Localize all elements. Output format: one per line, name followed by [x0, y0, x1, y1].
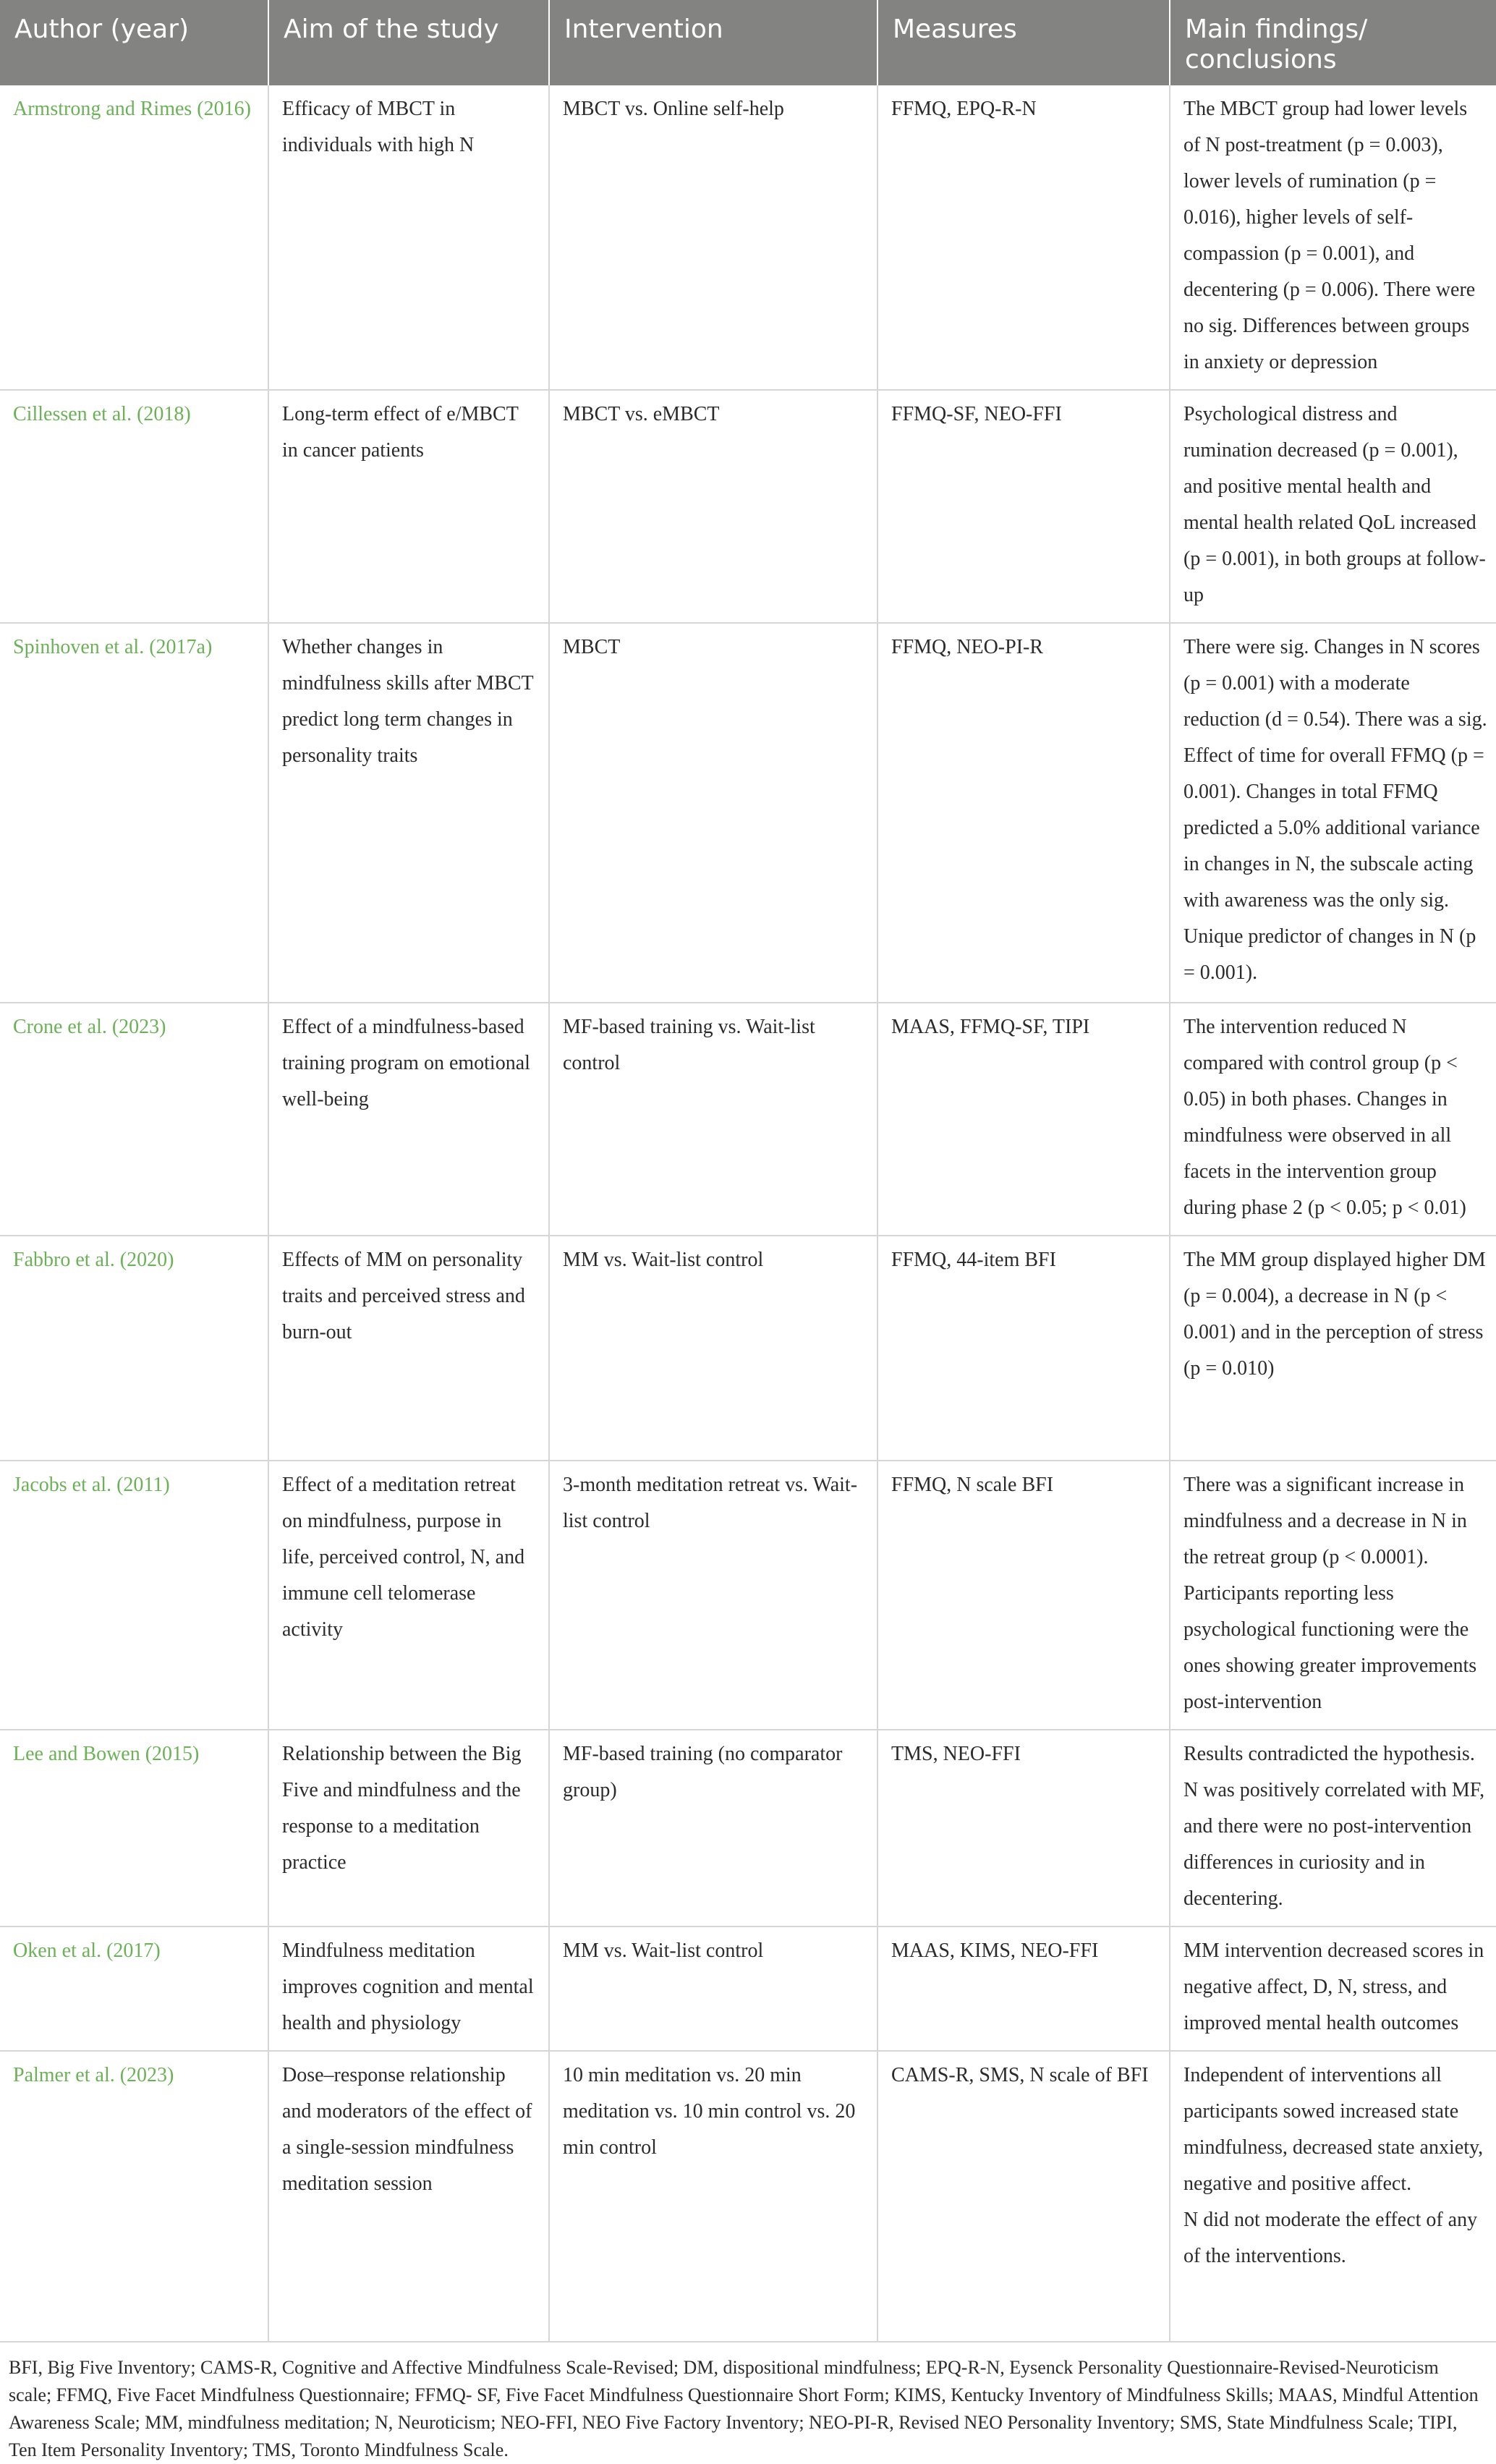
intervention-cell: 10 min meditation vs. 20 min meditation vs. 10 min control vs. 20 min control	[549, 2051, 877, 2342]
header-aim: Aim of the study	[268, 0, 549, 85]
intervention-cell: MF-based training (no comparator group)	[549, 1730, 877, 1926]
table-row	[0, 2051, 1496, 2342]
findings-text: There were sig. Changes in N scores (p = 0.001) with a moderate reduction (d = 0.54). There was a sig. Effect of time for overall FFMQ (p = 0.001). Changes in total FFMQ predicted a 5.0% additional variance in changes in N, the subscale acting with awareness was the only sig. Unique predictor of changes in N (p = 0.001).	[1183, 636, 1487, 984]
measures-cell: MAAS, FFMQ-SF, TIPI	[877, 1003, 1170, 1236]
findings-cell	[1170, 1730, 1496, 1926]
findings-text: Results contradicted the hypothesis. N was positively correlated with MF, and there were no post-intervention differences in curiosity and in decentering.	[1183, 1743, 1485, 1910]
measures-cell: CAMS-R, SMS, N scale of BFI	[877, 2051, 1170, 2342]
table-body	[0, 85, 1496, 2342]
table-row	[0, 1926, 1496, 2051]
intervention-cell: 3-month meditation retreat vs. Wait-list control	[549, 1461, 877, 1730]
findings-cell	[1170, 1003, 1496, 1236]
findings-cell	[1170, 1461, 1496, 1730]
aim-cell: Long-term effect of e/MBCT in cancer patients	[268, 390, 549, 623]
author-cell[interactable]: Jacobs et al. (2011)	[0, 1461, 268, 1730]
table-row	[0, 1003, 1496, 1236]
aim-cell: Relationship between the Big Five and mindfulness and the response to a meditation practice	[268, 1730, 549, 1926]
table-footnote: BFI, Big Five Inventory; CAMS-R, Cognitive and Affective Mindfulness Scale-Revised; DM, dispositional mindfulness; EPQ-R-N, Eysenck Personality Questionnaire-Revised-Neuroticism scale; FFMQ, Five Facet Mindfulness Questionnaire; FFMQ- SF, Five Facet Mindfulness Questionnaire Short Form; KIMS, Kentucky Inventory of Mindfulness Skills; MAAS, Mindful Attention Awareness Scale; MM, mindfulness meditation; N, Neuroticism; NEO-FFI, NEO Five Factory Inventory; NEO-PI-R, Revised NEO Personality Inventory; SMS, State Mindfulness Scale; TIPI, Ten Item Personality Inventory; TMS, Toronto Mindfulness Scale.	[9, 2357, 1479, 2460]
author-cell[interactable]: Fabbro et al. (2020)	[0, 1236, 268, 1461]
intervention-cell: MM vs. Wait-list control	[549, 1236, 877, 1461]
author-cell[interactable]: Oken et al. (2017)	[0, 1926, 268, 2051]
table-row	[0, 1730, 1496, 1926]
measures-cell: FFMQ, 44-item BFI	[877, 1236, 1170, 1461]
author-cell[interactable]: Lee and Bowen (2015)	[0, 1730, 268, 1926]
findings-text: N did not moderate the effect of any of the interventions.	[1183, 2209, 1478, 2267]
findings-cell	[1170, 623, 1496, 1003]
aim-cell: Dose–response relationship and moderators of the effect of a single-session mindfulness meditation session	[268, 2051, 549, 2342]
findings-text: The intervention reduced N compared with control group (p < 0.05) in both phases. Changes in mindfulness were observed in all facets in the intervention group during phase 2 (p < 0.05; p < 0.01)	[1183, 1016, 1466, 1219]
findings-text: MM intervention decreased scores in negative affect, D, N, stress, and improved mental health outcomes	[1183, 1940, 1484, 2034]
findings-text: There was a significant increase in mindfulness and a decrease in N in the retreat group (p < 0.0001). Participants reporting less psychological functioning were the ones showing greater improvements post-intervention	[1183, 1474, 1477, 1713]
measures-cell: FFMQ, N scale BFI	[877, 1461, 1170, 1730]
header-row	[0, 0, 1496, 85]
intervention-cell: MBCT	[549, 623, 877, 1003]
findings-cell	[1170, 390, 1496, 623]
intervention-cell: MF-based training vs. Wait-list control	[549, 1003, 877, 1236]
findings-cell	[1170, 85, 1496, 390]
measures-cell: TMS, NEO-FFI	[877, 1730, 1170, 1926]
measures-cell: MAAS, KIMS, NEO-FFI	[877, 1926, 1170, 2051]
table-row	[0, 390, 1496, 623]
aim-cell: Effect of a mindfulness-based training program on emotional well-being	[268, 1003, 549, 1236]
findings-text: The MBCT group had lower levels of N post-treatment (p = 0.003), lower levels of rumination (p = 0.016), higher levels of self-compassion (p = 0.001), and decentering (p = 0.006). There were no sig. Differences between groups in anxiety or depression	[1183, 98, 1476, 373]
table-row	[0, 1461, 1496, 1730]
author-cell[interactable]: Crone et al. (2023)	[0, 1003, 268, 1236]
measures-cell: FFMQ, NEO-PI-R	[877, 623, 1170, 1003]
aim-cell: Mindfulness meditation improves cognition and mental health and physiology	[268, 1926, 549, 2051]
findings-cell	[1170, 1926, 1496, 2051]
table-row	[0, 1236, 1496, 1461]
header-measures: Measures	[877, 0, 1170, 85]
author-cell[interactable]: Spinhoven et al. (2017a)	[0, 623, 268, 1003]
header-author: Author (year)	[0, 0, 268, 85]
author-cell[interactable]: Palmer et al. (2023)	[0, 2051, 268, 2342]
aim-cell: Efficacy of MBCT in individuals with high N	[268, 85, 549, 390]
findings-cell	[1170, 1236, 1496, 1461]
measures-cell: FFMQ, EPQ-R-N	[877, 85, 1170, 390]
header-findings: Main findings/ conclusions	[1170, 0, 1496, 85]
findings-text: Independent of interventions all participants sowed increased state mindfulness, decreased state anxiety, negative and positive affect.	[1183, 2064, 1484, 2195]
aim-cell: Effect of a meditation retreat on mindfulness, purpose in life, perceived control, N, and immune cell telomerase activity	[268, 1461, 549, 1730]
measures-cell: FFMQ-SF, NEO-FFI	[877, 390, 1170, 623]
aim-cell: Whether changes in mindfulness skills after MBCT predict long term changes in personality traits	[268, 623, 549, 1003]
intervention-cell: MM vs. Wait-list control	[549, 1926, 877, 2051]
table-header	[0, 0, 1496, 85]
author-cell[interactable]: Armstrong and Rimes (2016)	[0, 85, 268, 390]
aim-cell: Effects of MM on personality traits and perceived stress and burn-out	[268, 1236, 549, 1461]
table-row	[0, 623, 1496, 1003]
table-row	[0, 85, 1496, 390]
intervention-cell: MBCT vs. Online self-help	[549, 85, 877, 390]
intervention-cell: MBCT vs. eMBCT	[549, 390, 877, 623]
header-intervention: Intervention	[549, 0, 877, 85]
findings-text: Psychological distress and rumination decreased (p = 0.001), and positive mental health and mental health related QoL increased (p = 0.001), in both groups at follow-up	[1183, 403, 1486, 606]
findings-cell	[1170, 2051, 1496, 2342]
author-cell[interactable]: Cillessen et al. (2018)	[0, 390, 268, 623]
findings-text: The MM group displayed higher DM (p = 0.004), a decrease in N (p < 0.001) and in the perception of stress (p = 0.010)	[1183, 1249, 1486, 1380]
